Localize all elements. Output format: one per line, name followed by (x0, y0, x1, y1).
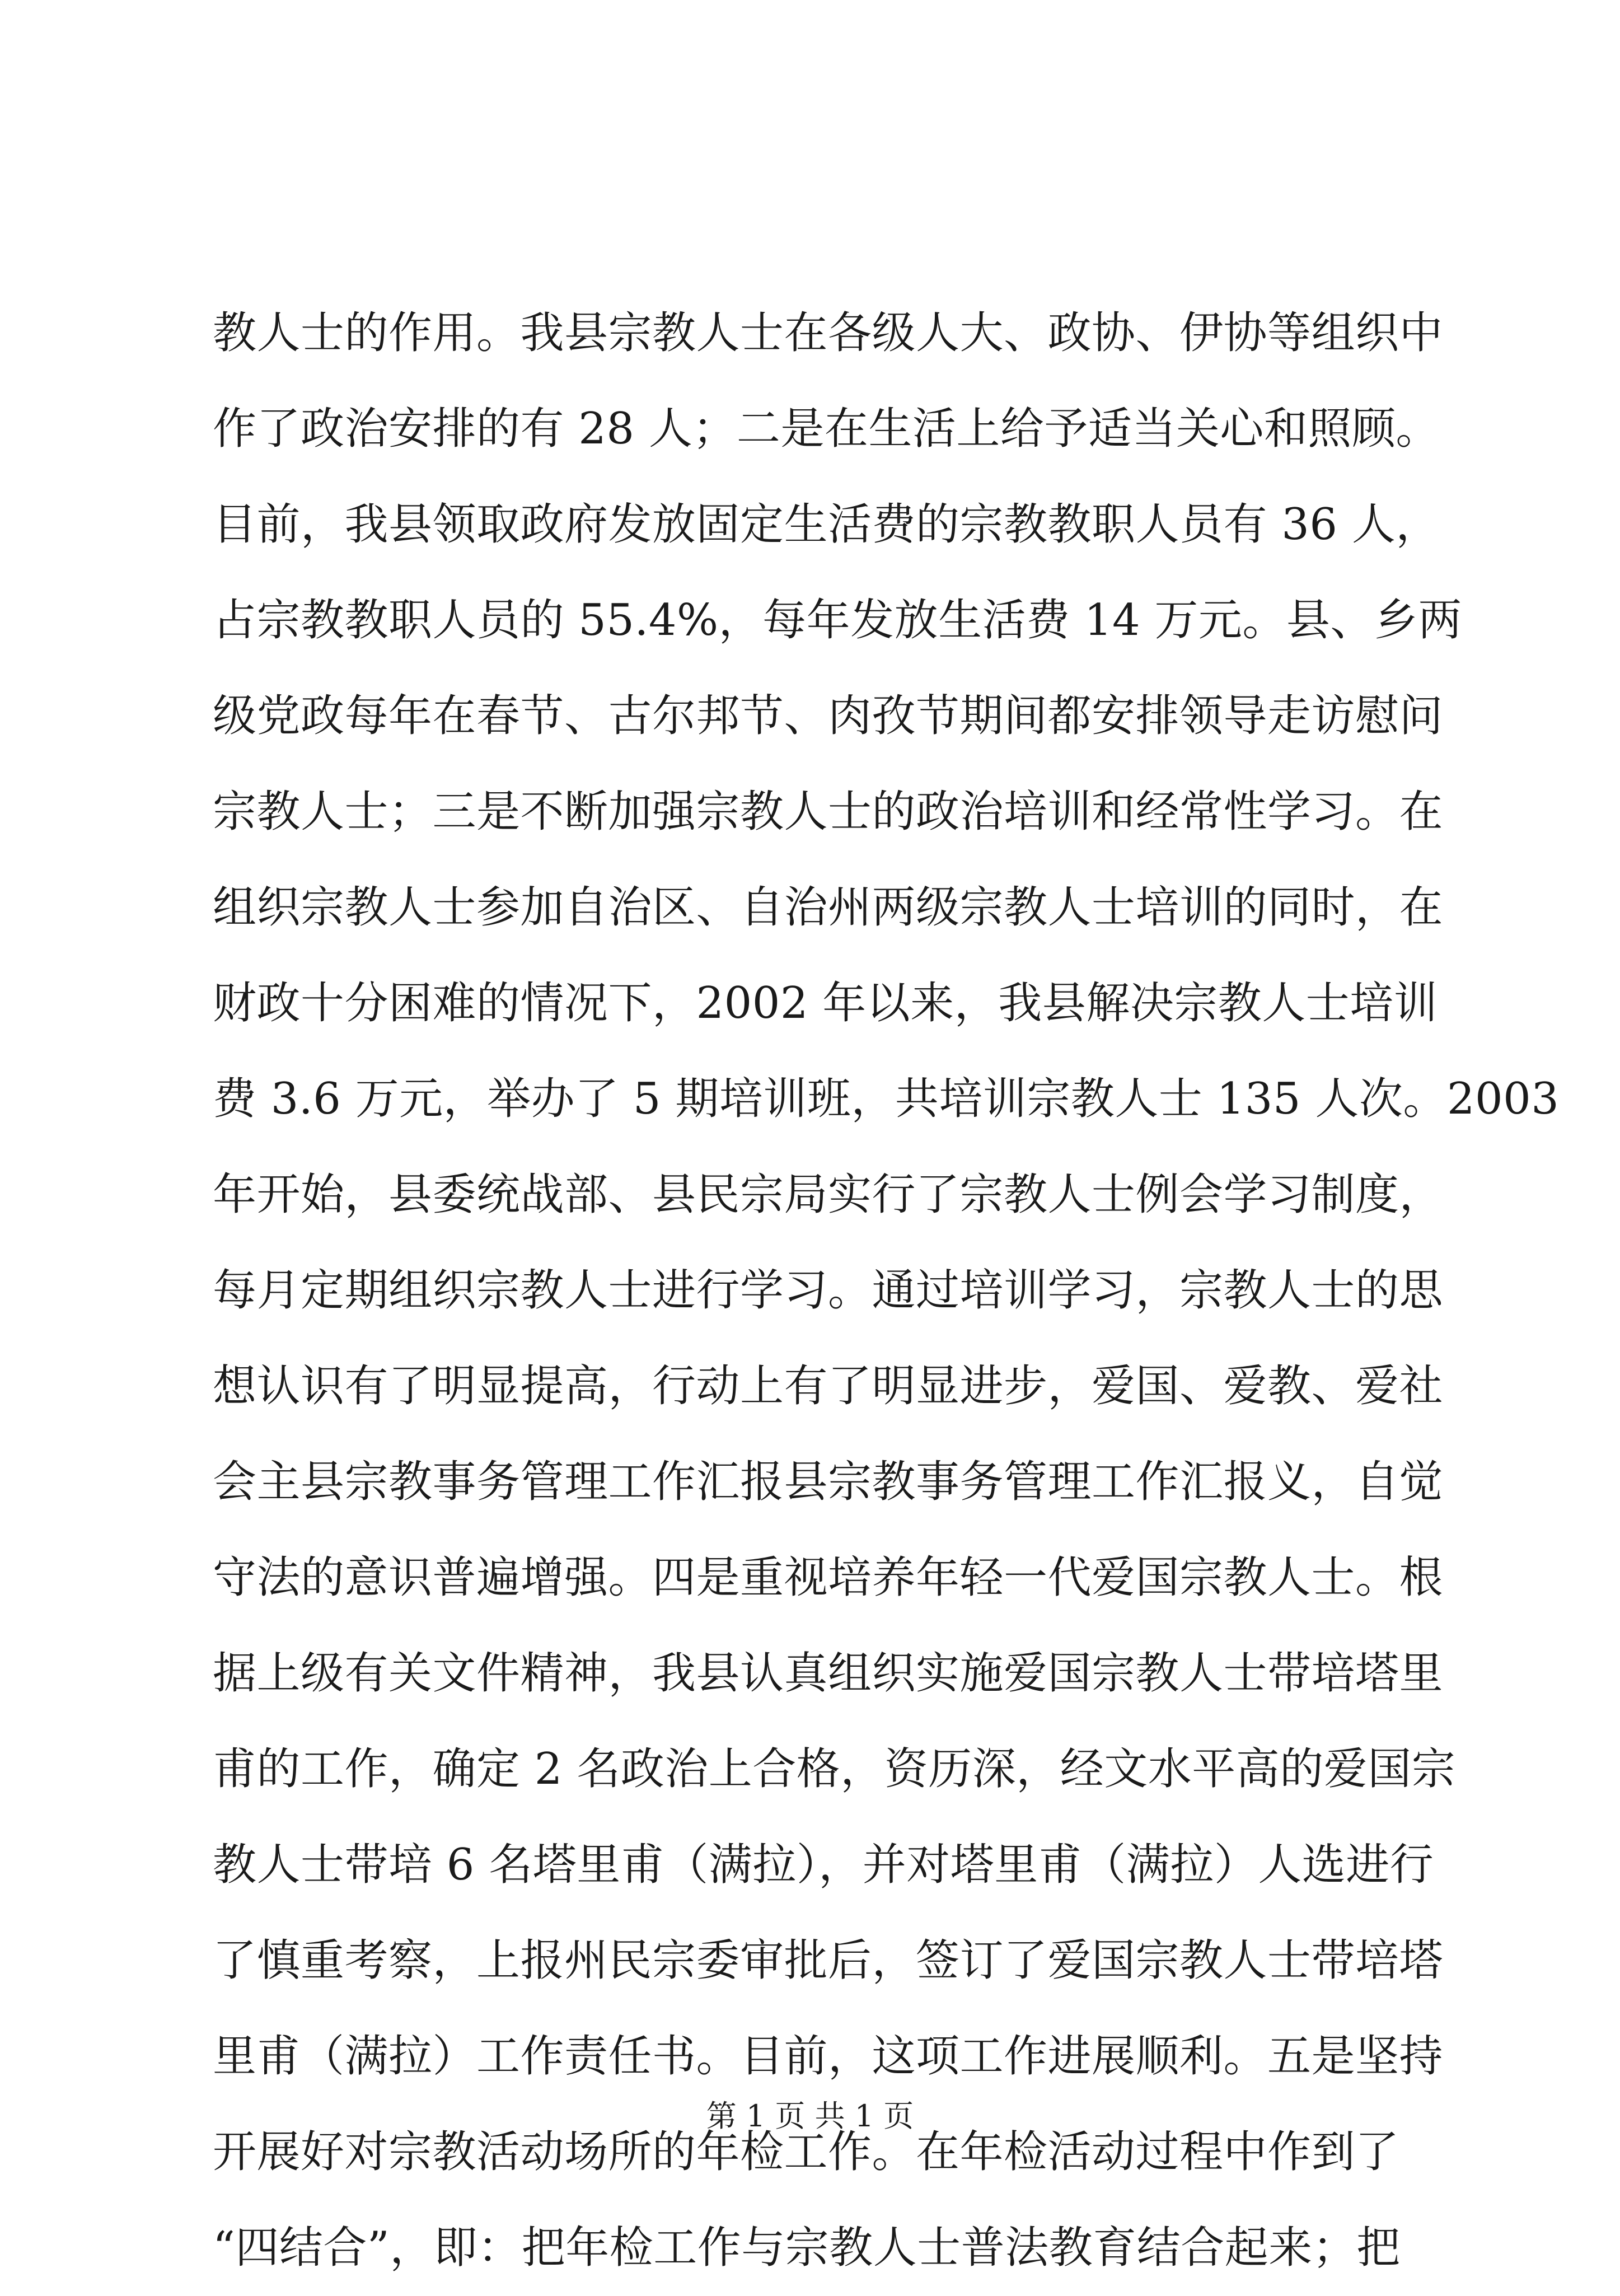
text-line: 教人士的作用。我县宗教人士在各级人大、政协、伊协等组织中 (213, 308, 1444, 358)
text-line: 了慎重考察，上报州民宗委审批后，签订了爱国宗教人士带培塔 (213, 1935, 1444, 1986)
page-footer (0, 2094, 1620, 2139)
text-line: 里甫（满拉）工作责任书。目前，这项工作进展顺利。五是坚持 (213, 2031, 1444, 2082)
text-line: 财政十分困难的情况下，2002 年以来，我县解决宗教人士培训 (213, 978, 1438, 1028)
text-line: 据上级有关文件精神，我县认真组织实施爱国宗教人士带培塔里 (213, 1648, 1444, 1699)
text-line: 作了政治安排的有 28 人；二是在生活上给予适当关心和照顾。 (213, 404, 1440, 454)
text-line: 宗教人士；三是不断加强宗教人士的政治培训和经常性学习。在 (213, 787, 1444, 837)
text-line: 占宗教教职人员的 55.4%，每年发放生活费 14 万元。县、乡两 (213, 595, 1462, 646)
page-number-label: 第 1 页 共 1 页 (706, 2098, 914, 2134)
text-line: 级党政每年在春节、古尔邦节、肉孜节期间都安排领导走访慰问 (213, 691, 1444, 741)
text-line: 年开始，县委统战部、县民宗局实行了宗教人士例会学习制度， (213, 1170, 1444, 1220)
text-line: 甫的工作，确定 2 名政治上合格，资历深，经文水平高的爱国宗 (213, 1744, 1456, 1794)
text-line: 会主县宗教事务管理工作汇报县宗教事务管理工作汇报义，自觉 (213, 1457, 1444, 1507)
text-line: 教人士带培 6 名塔里甫（满拉），并对塔里甫（满拉）人选进行 (213, 1840, 1434, 1890)
text-line: “四结合”，即：把年检工作与宗教人士普法教育结合起来；把 (213, 2223, 1401, 2273)
text-line: 守法的意识普遍增强。四是重视培养年轻一代爱国宗教人士。根 (213, 1553, 1444, 1603)
text-line: 开展好对宗教活动场所的年检工作。在年检活动过程中作到了 (213, 2127, 1399, 2177)
text-line: 想认识有了明显提高，行动上有了明显进步，爱国、爱教、爱社 (213, 1361, 1444, 1411)
text-line: 费 3.6 万元，举办了 5 期培训班，共培训宗教人士 135 人次。2003 (213, 1074, 1560, 1124)
text-line: 每月定期组织宗教人士进行学习。通过培训学习，宗教人士的思 (213, 1265, 1444, 1316)
body-text (213, 286, 1560, 2296)
text-line: 组织宗教人士参加自治区、自治州两级宗教人士培训的同时，在 (213, 882, 1444, 933)
text-line: 目前，我县领取政府发放固定生活费的宗教教职人员有 36 人， (213, 499, 1440, 550)
